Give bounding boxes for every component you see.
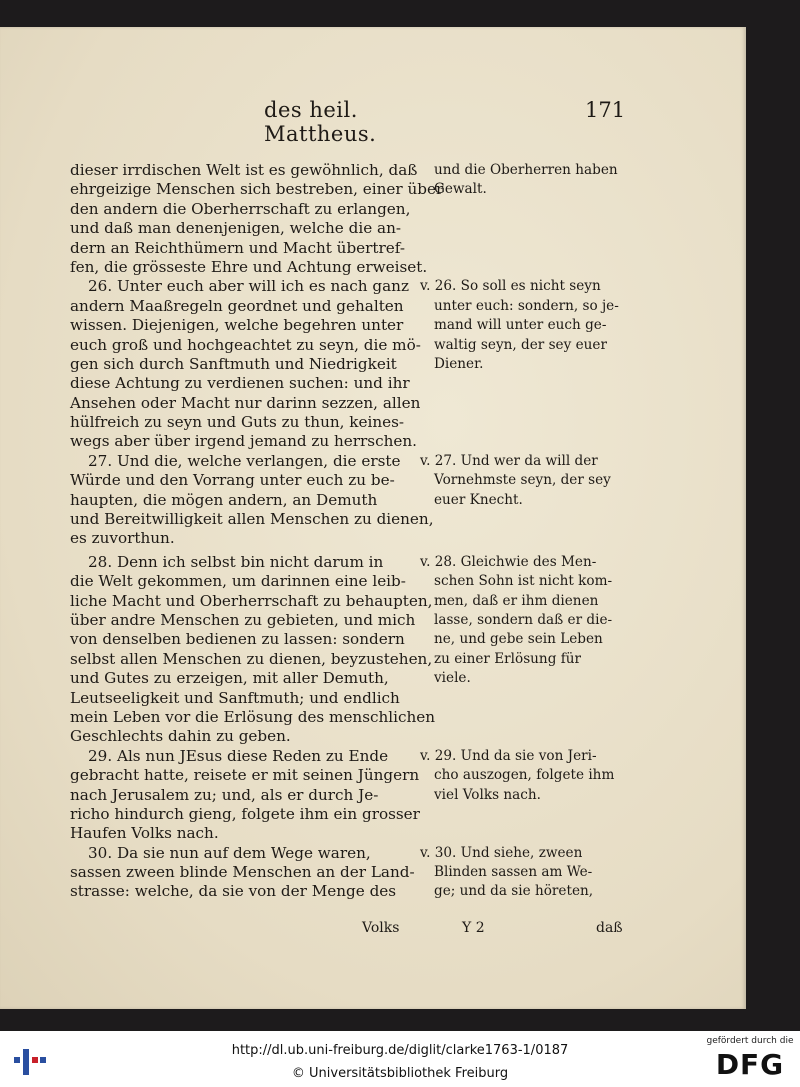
text-line: richo hindurch gieng, folgete ihm ein grosser [70, 804, 420, 823]
text-line: men, daß er ihm dienen [434, 592, 599, 609]
book-page [0, 27, 746, 1009]
text-line: mein Leben vor die Erlösung des menschlichen [70, 707, 436, 726]
text-line [420, 413, 625, 432]
catchword-left: Volks [362, 920, 400, 936]
source-url-link[interactable]: http://dl.ub.uni-freiburg.de/diglit/clarke1763-1/0187 [231, 1043, 569, 1058]
text-line: schen Sohn ist nicht kom- [434, 573, 613, 590]
text-line [420, 727, 625, 746]
text-line: v. 29. Und da sie von Jeri- [420, 747, 597, 764]
text-line [420, 200, 625, 219]
text-line: ne, und gebe sein Leben [434, 631, 603, 648]
text-line: v. 30. Und siehe, zween [420, 844, 583, 861]
text-line [420, 824, 625, 843]
text-line: euer Knecht. [434, 491, 523, 508]
text-line [420, 394, 625, 413]
text-line: fen, die grösseste Ehre und Achtung erweiset. [70, 257, 428, 276]
text-line: haupten, die mögen andern, an Demuth [70, 490, 378, 509]
text-line: 29. Als nun JEsus diese Reden zu Ende [88, 746, 389, 765]
text-line: gebracht hatte, reisete er mit seinen Jüngern [70, 766, 420, 785]
dfg-logo[interactable]: DFG [715, 1048, 785, 1081]
text-line: 26. Unter euch aber will ich es nach ganz [88, 277, 409, 296]
text-line: 30. Da sie nun auf dem Wege waren, [88, 843, 371, 862]
text-line: 28. Denn ich selbst bin nicht darum in [88, 552, 384, 571]
text-line: und die Oberherren haben [434, 162, 618, 178]
text-line: Haufen Volks nach. [70, 824, 219, 843]
funder-caption: gefördert durch die [706, 1036, 794, 1046]
text-line: gen sich durch Sanftmuth und Niedrigkeit [70, 354, 397, 373]
text-line: liche Macht und Oberherrschaft zu behaupten, [70, 591, 433, 610]
text-line: Vornehmste seyn, der sey [434, 472, 611, 489]
page-number: 171 [585, 98, 626, 122]
text-line: und Gutes zu erzeigen, mit aller Demuth, [70, 669, 389, 688]
text-line: und daß man denenjenigen, welche die an- [70, 219, 401, 238]
text-line: die Welt gekommen, um darinnen eine leib- [70, 572, 406, 591]
text-line: v. 27. Und wer da will der [420, 452, 598, 469]
text-line [420, 258, 625, 277]
text-line [420, 432, 625, 451]
scripture-column [420, 161, 625, 902]
text-line: 27. Und die, welche verlangen, die erste [88, 451, 401, 470]
copyright-notice: © Universitätsbibliothek Freiburg [291, 1066, 509, 1081]
text-line [420, 239, 625, 258]
text-line: cho auszogen, folgete ihm [434, 767, 615, 784]
text-line: diese Achtung zu verdienen suchen: und ihr [70, 374, 410, 393]
text-line: wegs aber über irgend jemand zu herrschen. [70, 432, 417, 451]
text-line: wissen. Diejenigen, welche begehren unter [70, 316, 404, 335]
text-line: unter euch: sondern, so je- [434, 297, 619, 314]
text-line: von denselben bedienen zu lassen: sondern [70, 630, 405, 649]
text-line: es zuvorthun. [70, 529, 175, 548]
text-line: v. 28. Gleichwie des Men- [420, 553, 597, 570]
running-header-title: des heil. Mattheus. [264, 98, 377, 146]
text-line: Ansehen oder Macht nur darinn sezzen, allen [70, 393, 421, 412]
text-line: selbst allen Menschen zu dienen, beyzustehen, [70, 649, 433, 668]
text-line: hülfreich zu seyn und Guts zu thun, keines- [70, 413, 405, 432]
paraphrase-column [70, 161, 444, 902]
text-line [420, 805, 625, 824]
text-line [420, 510, 625, 529]
text-line [420, 219, 625, 238]
text-line: über andre Menschen zu gebieten, und mich [70, 610, 416, 629]
text-line: strasse: welche, da sie von der Menge des [70, 882, 397, 901]
text-line: dern an Reichthümern und Macht übertref- [70, 238, 405, 257]
text-line: waltig seyn, der sey euer [434, 336, 607, 353]
text-line: zu einer Erlösung für [434, 650, 581, 667]
text-line: v. 26. So soll es nicht seyn [420, 278, 601, 295]
text-line: Gewalt. [434, 181, 487, 198]
text-line: viel Volks nach. [434, 786, 541, 803]
text-line: ge; und da sie höreten, [434, 883, 594, 900]
text-line: Geschlechts dahin zu geben. [70, 727, 291, 746]
text-line: Würde und den Vorrang unter euch zu be- [70, 471, 395, 490]
text-line [420, 374, 625, 393]
text-line: mand will unter euch ge- [434, 317, 607, 334]
text-line: viele. [434, 670, 471, 687]
text-line: euch groß und hochgeachtet zu seyn, die mö- [70, 335, 421, 354]
text-line: den andern die Oberherrschaft zu erlangen, [70, 199, 411, 218]
viewer-footer [0, 1031, 800, 1087]
text-line: Blinden sassen am We- [434, 864, 593, 881]
text-line: sassen zween blinde Menschen an der Land- [70, 863, 415, 882]
text-line [420, 708, 625, 727]
text-line: Diener. [434, 355, 484, 372]
text-line: und Bereitwilligkeit allen Menschen zu dienen, [70, 510, 434, 529]
text-line: andern Maaßregeln geordnet und gehalten [70, 296, 404, 315]
text-line [420, 689, 625, 708]
text-line: lasse, sondern daß er die- [434, 611, 613, 628]
text-line [420, 529, 625, 548]
text-line: Leutseeligkeit und Sanftmuth; und endlich [70, 688, 400, 707]
text-line: nach Jerusalem zu; und, als er durch Je- [70, 785, 379, 804]
text-line: dieser irrdischen Welt ist es gewöhnlich, daß [70, 161, 418, 179]
text-line: ehrgeizige Menschen sich bestreben, einer über [70, 180, 444, 199]
signature-mark: Y 2 [462, 920, 485, 936]
catchword-right: daß [596, 920, 623, 936]
